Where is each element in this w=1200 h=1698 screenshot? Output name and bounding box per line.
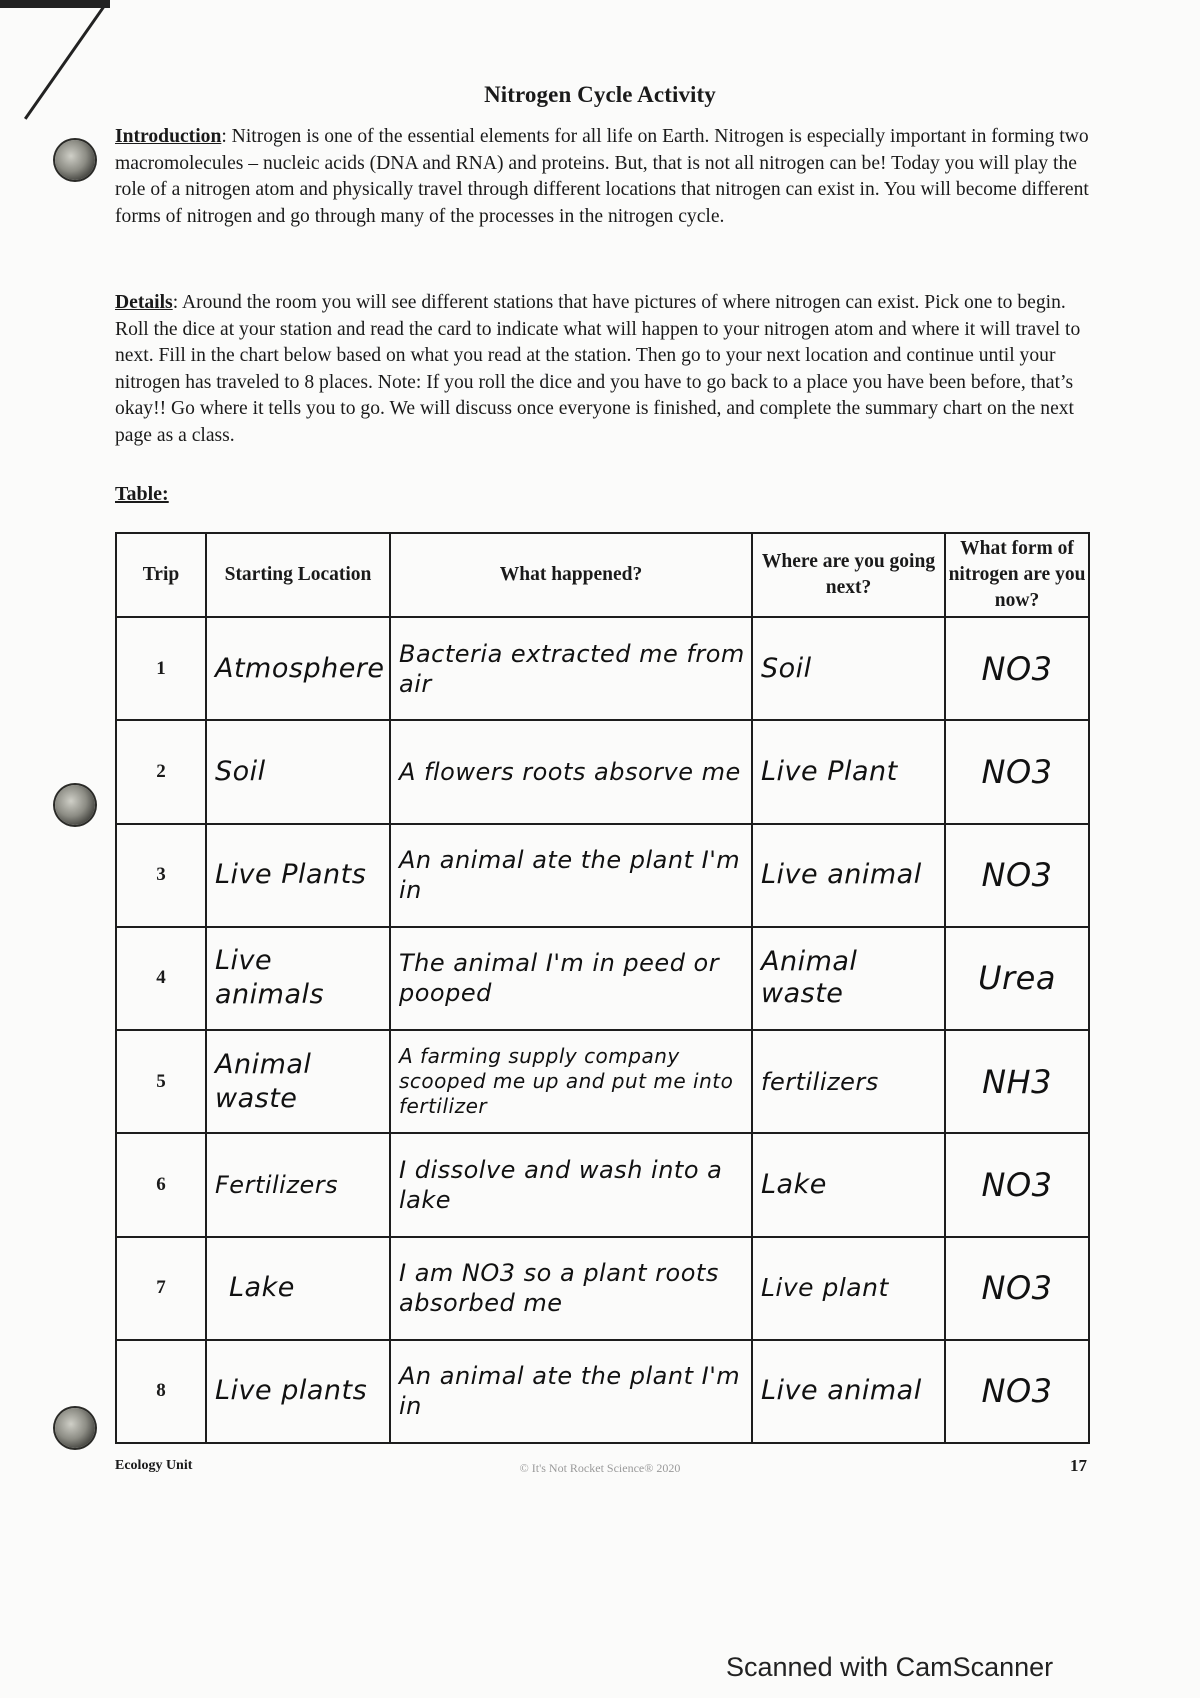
where-next: Lake (761, 1168, 827, 1200)
header-what-happened: What happened? (390, 533, 752, 617)
starting-location: Live animals (215, 945, 325, 1011)
nitrogen-form: NO3 (981, 1372, 1053, 1411)
starting-location: Atmosphere (215, 652, 385, 684)
what-happened: I am NO3 so a plant roots absorbed me (399, 1259, 719, 1318)
trip-number: 7 (116, 1237, 206, 1340)
starting-location: Live Plants (215, 859, 367, 891)
introduction-text: : Nitrogen is one of the essential elements for all life on Earth. Nitrogen is especially important in forming two macromolecules – nucleic acids (DNA and RNA) and proteins. But, that is not all nitrogen can be! Today you will play the role of a nitrogen atom and physically travel through different locations that nitrogen can exist in. You will become different forms of nitrogen and go through many of the processes in the nitrogen cycle. (115, 126, 1089, 227)
punch-hole-icon (55, 1408, 95, 1448)
footer-copyright: © It's Not Rocket Science® 2020 (519, 1461, 681, 1475)
nitrogen-form: NO3 (981, 752, 1053, 791)
nitrogen-form: NO3 (981, 1165, 1053, 1204)
nitrogen-form: NH3 (982, 1062, 1052, 1101)
trip-number: 1 (116, 617, 206, 720)
starting-location: Live plants (215, 1375, 368, 1407)
trip-table (115, 532, 1090, 1444)
introduction-label: Introduction (115, 126, 222, 147)
page-number: 17 (1070, 1456, 1087, 1475)
table-header-row (116, 533, 1089, 617)
table-row (116, 1237, 1089, 1340)
page-title: Nitrogen Cycle Activity (484, 82, 716, 107)
nitrogen-form: Urea (978, 959, 1056, 998)
trip-number: 5 (116, 1030, 206, 1133)
header-where-next: Where are you going next? (752, 533, 945, 617)
punch-hole-icon (55, 140, 95, 180)
header-trip: Trip (116, 533, 206, 617)
table-row (116, 720, 1089, 823)
where-next: fertilizers (761, 1067, 879, 1096)
trip-number: 3 (116, 824, 206, 927)
what-happened: A flowers roots absorve me (399, 757, 741, 786)
details-text: : Around the room you will see different stations that have pictures of where nitrogen can exist. Pick one to begin. Roll the dice at your station and read the card to indicate what will happen to your nitrogen atom and where it will travel to next. Fill in the chart below based on what you read at the station. Then go to your next location and continue until your nitrogen has traveled to 8 places. Note: If you roll the dice and you have to go back to a place you have been before, that’s okay!! Go where it tells you to go. We will discuss once everyone is finished, and complete the summary chart on the next page as a class. (115, 292, 1081, 446)
starting-location: Animal waste (215, 1048, 312, 1114)
what-happened: Bacteria extracted me from air (399, 639, 745, 698)
table-row (116, 927, 1089, 1030)
table-row (116, 617, 1089, 720)
trip-number: 4 (116, 927, 206, 1030)
what-happened: A farming supply company scooped me up and put me into fertilizer (399, 1044, 734, 1119)
details-label: Details (115, 292, 173, 313)
what-happened: An animal ate the plant I'm in (399, 1362, 741, 1421)
nitrogen-form: NO3 (981, 1269, 1053, 1308)
table-row (116, 1030, 1089, 1133)
details-paragraph (115, 290, 1090, 450)
where-next: Animal waste (761, 946, 858, 1010)
corner-edge (0, 0, 110, 8)
where-next: Live animal (761, 859, 922, 891)
table-label: Table: (115, 483, 169, 505)
header-nitrogen-form: What form of nitrogen are you now? (945, 533, 1089, 617)
header-starting-location: Starting Location (206, 533, 390, 617)
trip-number: 6 (116, 1133, 206, 1236)
nitrogen-form: NO3 (981, 649, 1053, 688)
trip-number: 8 (116, 1340, 206, 1443)
trip-number: 2 (116, 720, 206, 823)
table-row (116, 1340, 1089, 1443)
where-next: Live animal (761, 1375, 922, 1407)
starting-location: Lake (229, 1272, 295, 1304)
introduction-paragraph (115, 124, 1090, 230)
table-row (116, 824, 1089, 927)
what-happened: I dissolve and wash into a lake (399, 1155, 723, 1214)
table-row (116, 1133, 1089, 1236)
footer-unit: Ecology Unit (115, 1458, 193, 1473)
what-happened: An animal ate the plant I'm in (399, 846, 741, 905)
what-happened: The animal I'm in peed or pooped (399, 949, 720, 1008)
camscanner-watermark: Scanned with CamScanner (726, 1652, 1054, 1682)
punch-hole-icon (55, 785, 95, 825)
starting-location: Fertilizers (215, 1170, 339, 1199)
nitrogen-form: NO3 (981, 856, 1053, 895)
where-next: Live Plant (761, 755, 898, 787)
where-next: Soil (761, 652, 812, 684)
starting-location: Soil (215, 755, 266, 787)
where-next: Live plant (761, 1273, 889, 1303)
